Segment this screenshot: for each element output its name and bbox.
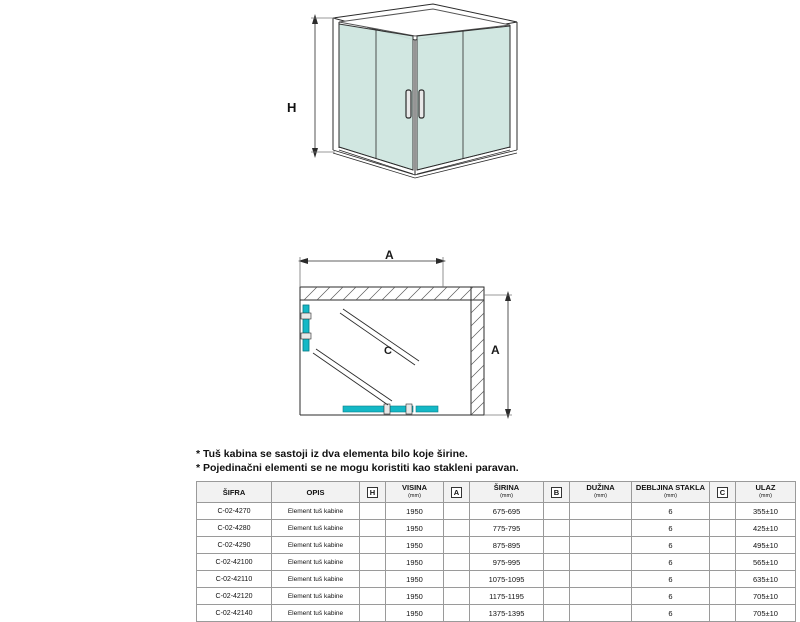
cell-sifra: C-02-4290 (197, 537, 272, 554)
header-a (444, 482, 470, 503)
cell-duzina (570, 571, 632, 588)
note-line-2: * Pojedinačni elementi se ne mogu koristiti kao stakleni paravan. (196, 462, 519, 474)
cell-c (710, 537, 736, 554)
cell-h (360, 520, 386, 537)
cell-ulaz: 635±10 (736, 571, 796, 588)
cell-sirina: 775-795 (470, 520, 544, 537)
header-c (710, 482, 736, 503)
header-visina-unit: (mm) (408, 493, 421, 499)
cell-sifra: C-02-4270 (197, 503, 272, 520)
header-opis (272, 482, 360, 503)
header-visina (386, 482, 444, 503)
header-duzina (570, 482, 632, 503)
cell-sifra: C-02-42120 (197, 588, 272, 605)
cell-sifra: C-02-42110 (197, 571, 272, 588)
cell-ulaz: 705±10 (736, 588, 796, 605)
cell-opis: Element tuš kabine (272, 588, 360, 605)
cell-opis: Element tuš kabine (272, 503, 360, 520)
table-header-row (197, 482, 796, 503)
cell-duzina (570, 520, 632, 537)
cell-b (544, 503, 570, 520)
header-b (544, 482, 570, 503)
cell-sirina: 975-995 (470, 554, 544, 571)
table-header (197, 482, 796, 503)
cell-duzina (570, 537, 632, 554)
cell-sirina: 1375-1395 (470, 605, 544, 622)
table-row (197, 605, 796, 622)
cell-duzina (570, 588, 632, 605)
cell-a (444, 537, 470, 554)
isometric-shower-cabin-view (255, 0, 555, 215)
cell-opis: Element tuš kabine (272, 571, 360, 588)
table-row (197, 588, 796, 605)
cell-b (544, 605, 570, 622)
cell-h (360, 554, 386, 571)
plan-view (280, 235, 580, 430)
table-body (197, 503, 796, 622)
cell-visina: 1950 (386, 588, 444, 605)
cell-ulaz: 495±10 (736, 537, 796, 554)
dimension-label-h: H (287, 100, 297, 115)
cell-c (710, 503, 736, 520)
cell-c (710, 520, 736, 537)
cell-ulaz: 565±10 (736, 554, 796, 571)
cell-a (444, 588, 470, 605)
plan-svg (280, 235, 580, 435)
cell-visina: 1950 (386, 554, 444, 571)
cell-ulaz: 705±10 (736, 605, 796, 622)
cell-debljina: 6 (632, 571, 710, 588)
cell-c (710, 605, 736, 622)
isometric-svg (255, 0, 555, 215)
cell-ulaz: 355±10 (736, 503, 796, 520)
cell-ulaz: 425±10 (736, 520, 796, 537)
cell-debljina: 6 (632, 605, 710, 622)
cell-debljina: 6 (632, 503, 710, 520)
cell-debljina: 6 (632, 520, 710, 537)
cell-sifra: C-02-42100 (197, 554, 272, 571)
cell-visina: 1950 (386, 537, 444, 554)
header-debljina-unit: (mm) (664, 493, 677, 499)
cell-h (360, 588, 386, 605)
cell-a (444, 571, 470, 588)
table-row (197, 571, 796, 588)
header-a-label: A (451, 487, 462, 498)
cell-sifra: C-02-4280 (197, 520, 272, 537)
header-debljina (632, 482, 710, 503)
cell-a (444, 520, 470, 537)
cell-h (360, 503, 386, 520)
cell-duzina (570, 503, 632, 520)
cell-duzina (570, 554, 632, 571)
cell-b (544, 537, 570, 554)
cell-h (360, 571, 386, 588)
cell-visina: 1950 (386, 571, 444, 588)
cell-sirina: 875-895 (470, 537, 544, 554)
cell-opis: Element tuš kabine (272, 605, 360, 622)
cell-opis: Element tuš kabine (272, 520, 360, 537)
cell-a (444, 605, 470, 622)
header-duzina-label: DUŽINA (586, 483, 615, 492)
header-c-label: C (717, 487, 728, 498)
dimension-label-a-right: A (491, 343, 500, 357)
cell-b (544, 520, 570, 537)
header-sirina-unit: (mm) (500, 493, 513, 499)
table-row (197, 537, 796, 554)
header-duzina-unit: (mm) (594, 493, 607, 499)
cell-opis: Element tuš kabine (272, 537, 360, 554)
header-ulaz-unit: (mm) (759, 493, 772, 499)
cell-duzina (570, 605, 632, 622)
cell-sirina: 675-695 (470, 503, 544, 520)
cell-a (444, 554, 470, 571)
cell-b (544, 571, 570, 588)
note-line-1: * Tuš kabina se sastoji iz dva elementa bilo koje širine. (196, 448, 468, 460)
cell-c (710, 588, 736, 605)
cell-h (360, 605, 386, 622)
header-debljina-label: DEBLJINA STAKLA (635, 483, 706, 492)
cell-a (444, 503, 470, 520)
cell-opis: Element tuš kabine (272, 554, 360, 571)
cell-debljina: 6 (632, 554, 710, 571)
notes-block (196, 447, 756, 475)
cell-b (544, 588, 570, 605)
table-row (197, 503, 796, 520)
cell-sifra: C-02-42140 (197, 605, 272, 622)
cell-debljina: 6 (632, 588, 710, 605)
dimension-label-c: C (384, 345, 392, 357)
header-sirina (470, 482, 544, 503)
header-opis-label: OPIS (306, 487, 325, 497)
header-h-label: H (367, 487, 378, 498)
cell-b (544, 554, 570, 571)
cell-visina: 1950 (386, 605, 444, 622)
specification-table (196, 481, 796, 622)
cell-visina: 1950 (386, 503, 444, 520)
cell-debljina: 6 (632, 537, 710, 554)
dimension-label-a-top: A (385, 248, 394, 262)
header-sifra (197, 482, 272, 503)
table-row (197, 520, 796, 537)
header-sifra-label: ŠIFRA (222, 487, 246, 497)
table-row (197, 554, 796, 571)
cell-sirina: 1075-1095 (470, 571, 544, 588)
cell-visina: 1950 (386, 520, 444, 537)
header-ulaz (736, 482, 796, 503)
header-b-label: B (551, 487, 562, 498)
cell-sirina: 1175-1195 (470, 588, 544, 605)
header-sirina-label: ŠIRINA (493, 483, 520, 492)
cell-c (710, 571, 736, 588)
header-ulaz-label: ULAZ (755, 483, 776, 492)
cell-c (710, 554, 736, 571)
header-visina-label: VISINA (401, 483, 427, 492)
cell-h (360, 537, 386, 554)
header-h (360, 482, 386, 503)
